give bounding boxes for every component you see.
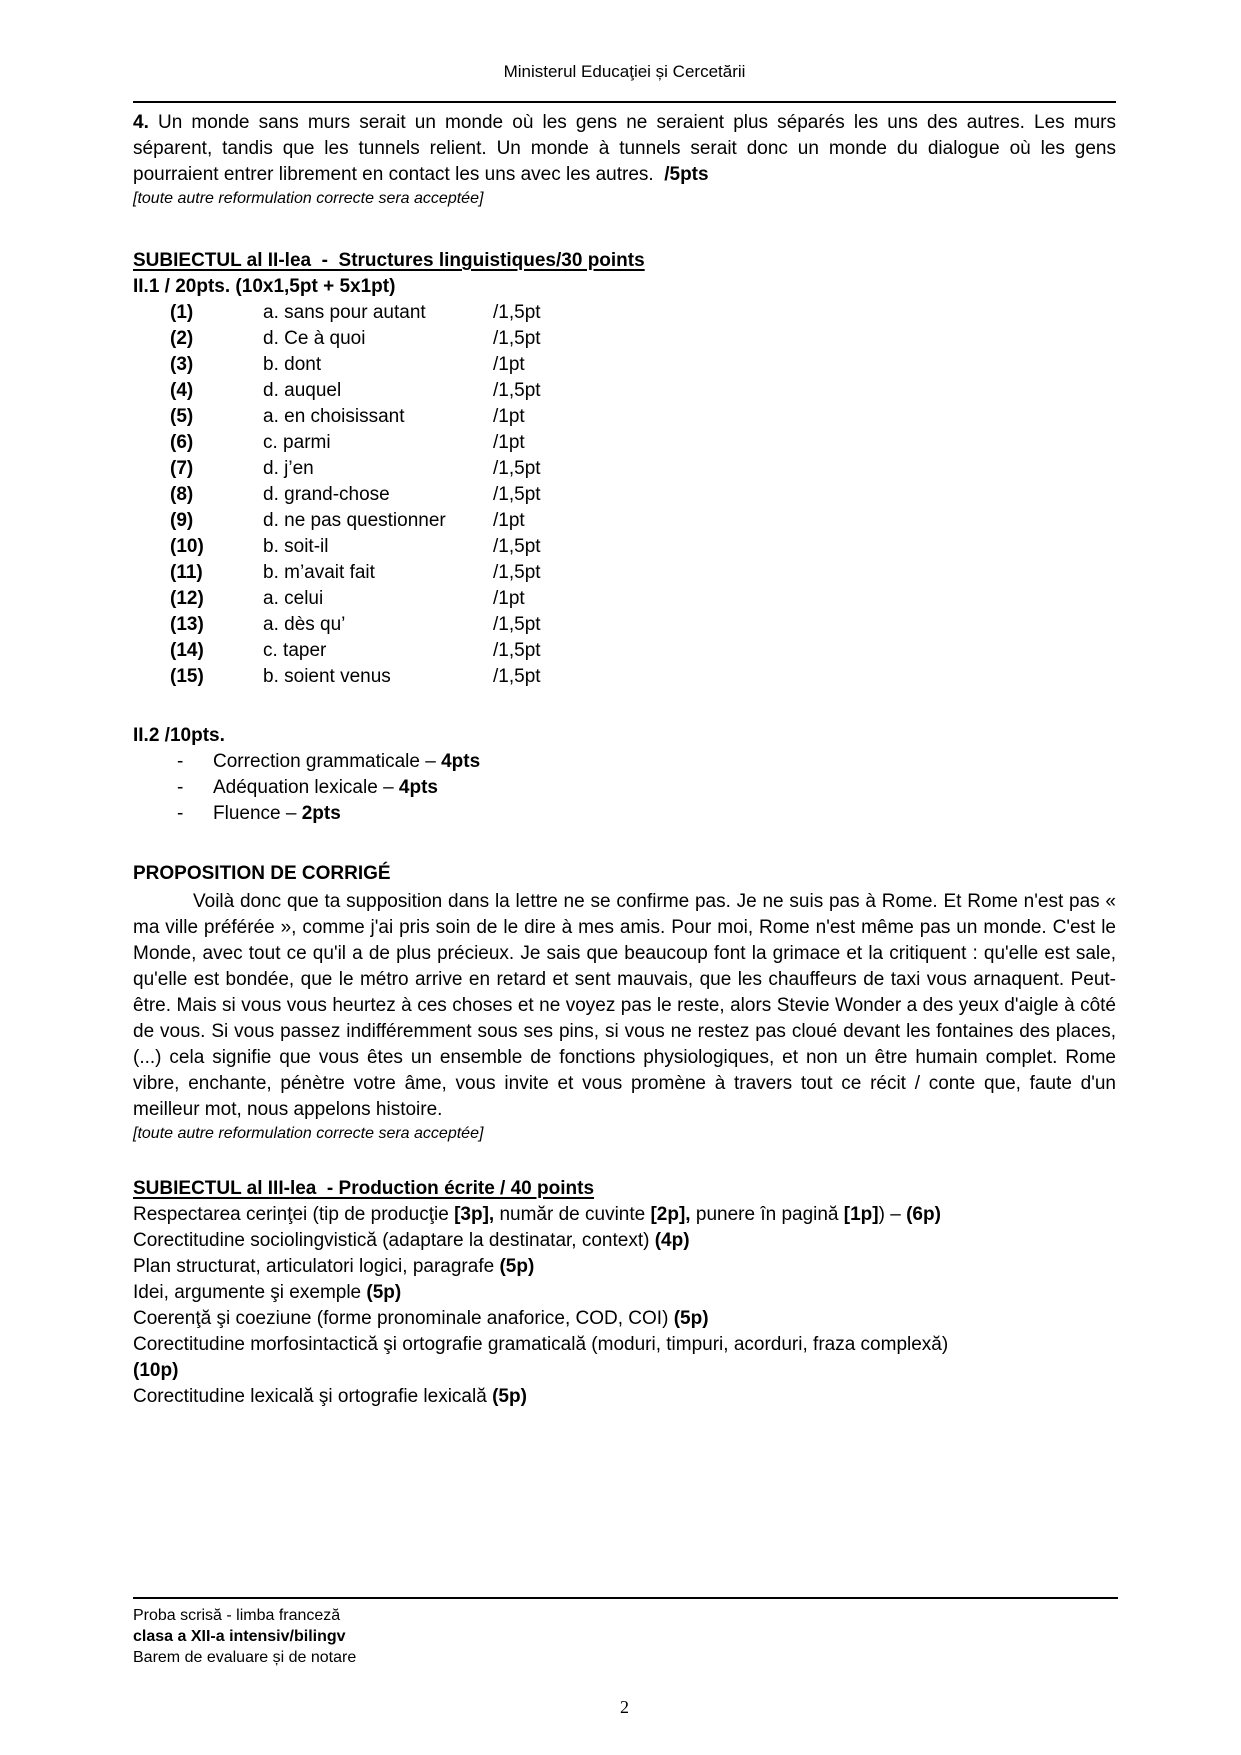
answer-row	[133, 482, 1116, 508]
answer-points: /1,5pt	[493, 640, 541, 661]
answer-points: /1,5pt	[493, 536, 541, 557]
bullet-dash: -	[177, 777, 184, 798]
scoring-criterion: Corectitudine morfosintactică şi ortografie gramaticală (moduri, timpuri, acorduri, fraza complexă)	[133, 1334, 949, 1355]
subject-2-part-1-subheading: II.1 / 20pts. (10x1,5pt + 5x1pt)	[133, 276, 396, 297]
answer-points: /1,5pt	[493, 328, 541, 349]
answer-choice: b. soit-il	[263, 536, 329, 557]
ministry-header: Ministerul Educaţiei și Cercetării	[503, 62, 746, 81]
criteria-bullet	[133, 749, 1116, 775]
answer-points: /1,5pt	[493, 666, 541, 687]
answer-row	[133, 664, 1116, 690]
criteria-bullet-list	[133, 749, 1116, 827]
scoring-criterion: Corectitudine lexicală şi ortografie lexicală (5p)	[133, 1386, 527, 1407]
answer-key-list	[133, 300, 1116, 690]
scoring-criterion: Corectitudine sociolingvistică (adaptare la destinatar, context) (4p)	[133, 1230, 690, 1251]
answer-number: (11)	[170, 562, 203, 583]
scoring-criterion: Idei, argumente şi exemple (5p)	[133, 1282, 402, 1303]
answer-points: /1pt	[493, 406, 525, 427]
answer-row	[133, 326, 1116, 352]
answer-row	[133, 638, 1116, 664]
answer-points: /1,5pt	[493, 380, 541, 401]
answer-number: (2)	[170, 328, 194, 349]
answer-points: /1,5pt	[493, 484, 541, 505]
scoring-criterion: Coerenţă şi coeziune (forme pronominale anaforice, COD, COI) (5p)	[133, 1308, 709, 1329]
answer-number: (5)	[170, 406, 194, 427]
answer-choice: b. m’avait fait	[263, 562, 375, 583]
answer-number: (6)	[170, 432, 194, 453]
answer-points: /1,5pt	[493, 302, 541, 323]
bullet-text: Adéquation lexicale – 4pts	[213, 777, 438, 798]
answer-points: /1pt	[493, 510, 525, 531]
answer-points: /1,5pt	[493, 562, 541, 583]
answer-choice: a. sans pour autant	[263, 302, 426, 323]
answer-number: (9)	[170, 510, 194, 531]
answer-number: (1)	[170, 302, 194, 323]
answer-row	[133, 456, 1116, 482]
answer-choice: d. j’en	[263, 458, 314, 479]
answer-row	[133, 534, 1116, 560]
answer-choice: c. parmi	[263, 432, 331, 453]
scoring-criteria-list	[133, 1202, 1116, 1410]
page-number: 2	[620, 1697, 629, 1717]
footer-doc-type: Barem de evaluare și de notare	[133, 1649, 357, 1666]
page-footer	[133, 1597, 1118, 1668]
answer-number: (10)	[170, 536, 204, 557]
answer-choice: a. dès qu’	[263, 614, 346, 635]
subject-2-heading: SUBIECTUL al II-lea - Structures linguistiques/30 points	[133, 250, 645, 271]
answer-number: (4)	[170, 380, 194, 401]
answer-number: (12)	[170, 588, 204, 609]
scoring-criterion: Respectarea cerinţei (tip de producţie [3p], număr de cuvinte [2p], punere în pagină [1p]) – (6p)	[133, 1204, 941, 1225]
answer-choice: d. Ce à quoi	[263, 328, 366, 349]
proposition-heading: PROPOSITION DE CORRIGÉ	[133, 863, 391, 884]
answer-points: /1,5pt	[493, 458, 541, 479]
subject-2-part-2-heading: II.2 /10pts.	[133, 725, 225, 746]
footer-exam-type: Proba scrisă - limba franceză	[133, 1607, 341, 1624]
reformulation-note-1: [toute autre reformulation correcte sera acceptée]	[133, 190, 484, 207]
criteria-bullet	[133, 801, 1116, 827]
answer-number: (8)	[170, 484, 194, 505]
answer-row	[133, 404, 1116, 430]
criteria-bullet	[133, 775, 1116, 801]
answer-choice: b. dont	[263, 354, 322, 375]
subject-3-heading: SUBIECTUL al III-lea - Production écrite / 40 points	[133, 1178, 595, 1199]
answer-row	[133, 378, 1116, 404]
answer-points: /1pt	[493, 432, 525, 453]
answer-row	[133, 300, 1116, 326]
footer-class: clasa a XII-a intensiv/bilingv	[133, 1628, 346, 1645]
header-divider	[133, 101, 1116, 103]
bullet-dash: -	[177, 803, 184, 824]
answer-number: (3)	[170, 354, 194, 375]
answer-choice: d. ne pas questionner	[263, 510, 446, 531]
reformulation-note-2: [toute autre reformulation correcte sera acceptée]	[133, 1125, 484, 1142]
answer-number: (14)	[170, 640, 204, 661]
proposition-body: Voilà donc que ta supposition dans la lettre ne se confirme pas. Je ne suis pas à Rome. Et Rome n'est pas « ma ville préférée », comme j'ai pris soin de le dire à mes amis. Pour moi, Rome n'est même pas un monde. C'est le Monde, avec tout ce qu'il a de plus précieux. Je sais que beaucoup font la grimace et la critiquent : qu'elle est sale, qu'elle est bondée, que le métro arrive en retard et sent mauvais, que les chauffeurs de taxi vous arnaquent. Peut-être. Mais si vous vous heurtez à ces choses et ne voyez pas le reste, alors Stevie Wonder a des yeux d'aigle à côté de vous. Si vous passez indifféremment sous ses pins, si vous ne restez pas cloué devant les fontaines des places, (...) cela signifie que vous êtes un ensemble de fonctions physiologiques, et non un être humain complet. Rome vibre, enchante, pénètre votre âme, vous invite et vous promène à travers tout ce récit / conte que, faute d'un meilleur mot, nous appelons histoire.	[133, 891, 1116, 1120]
question-4-answer: 4. Un monde sans murs serait un monde où les gens ne seraient plus séparés les uns des autres. Les murs séparent, tandis que les tunnels relient. Un monde à tunnels serait donc un monde du dialogue où les gens pourraient entrer librement en contact les uns avec les autres. /5pts	[133, 112, 1116, 185]
answer-number: (13)	[170, 614, 204, 635]
answer-row	[133, 430, 1116, 456]
answer-row	[133, 612, 1116, 638]
scoring-criterion: (10p)	[133, 1360, 179, 1381]
bullet-dash: -	[177, 751, 184, 772]
answer-choice: d. grand-chose	[263, 484, 390, 505]
answer-row	[133, 586, 1116, 612]
answer-number: (15)	[170, 666, 204, 687]
answer-choice: d. auquel	[263, 380, 342, 401]
answer-choice: c. taper	[263, 640, 327, 661]
answer-points: /1pt	[493, 354, 525, 375]
answer-choice: a. en choisissant	[263, 406, 405, 427]
bullet-text: Fluence – 2pts	[213, 803, 341, 824]
answer-points: /1,5pt	[493, 614, 541, 635]
answer-choice: a. celui	[263, 588, 324, 609]
answer-row	[133, 508, 1116, 534]
answer-points: /1pt	[493, 588, 525, 609]
answer-number: (7)	[170, 458, 194, 479]
answer-row	[133, 560, 1116, 586]
bullet-text: Correction grammaticale – 4pts	[213, 751, 481, 772]
answer-choice: b. soient venus	[263, 666, 391, 687]
scoring-criterion: Plan structurat, articulatori logici, paragrafe (5p)	[133, 1256, 535, 1277]
answer-row	[133, 352, 1116, 378]
